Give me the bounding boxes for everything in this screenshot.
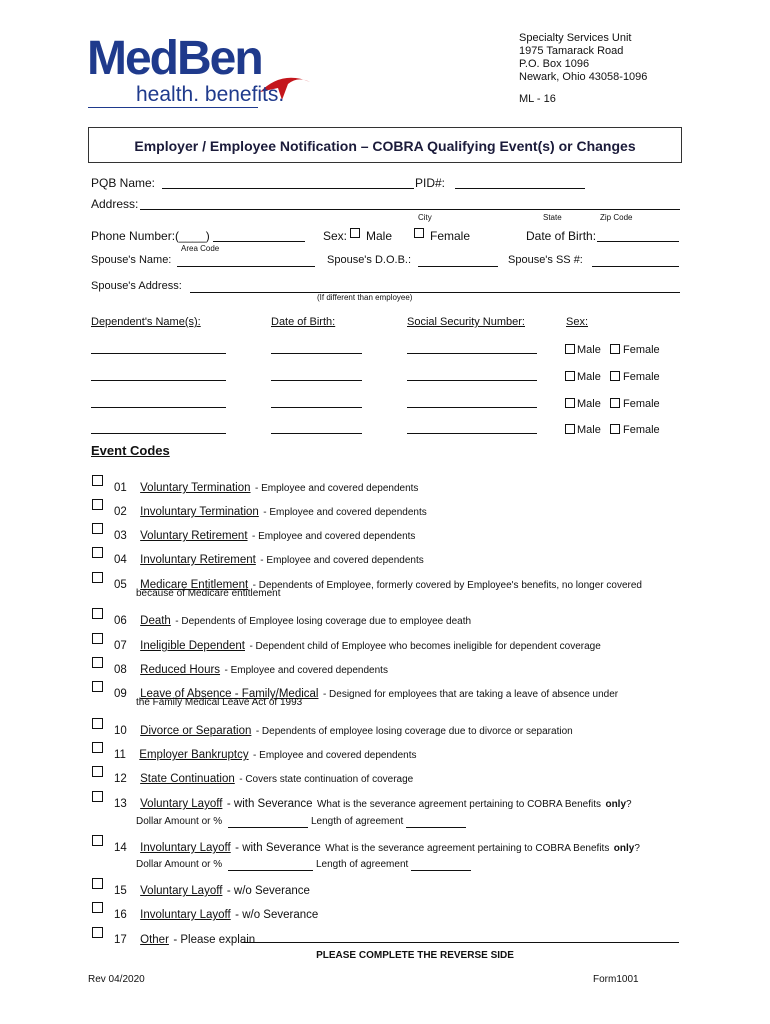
event-description: - Dependents of Employee losing coverage due to employee death xyxy=(175,616,472,627)
dependent-male-checkbox[interactable] xyxy=(565,424,575,434)
dependent-name-header: Dependent's Name(s): xyxy=(91,316,201,328)
severance-question: What is the severance agreement pertaining to COBRA Benefits xyxy=(316,799,602,810)
event-checkbox[interactable] xyxy=(92,927,103,938)
event-item xyxy=(114,905,318,923)
dollar-amount-label: Dollar Amount or % xyxy=(136,859,223,870)
dependent-ssn-header: Social Security Number: xyxy=(407,316,525,328)
zip-caption: Zip Code xyxy=(600,213,633,222)
severance-question: What is the severance agreement pertaining to COBRA Benefits xyxy=(325,843,610,854)
dependent-ssn-field[interactable] xyxy=(407,368,537,381)
event-number: 11 xyxy=(114,749,126,761)
event-number: 01 xyxy=(114,482,127,494)
event-checkbox[interactable] xyxy=(92,608,103,619)
sex-label: Sex: xyxy=(323,229,348,243)
event-checkbox[interactable] xyxy=(92,766,103,777)
title-box xyxy=(88,127,682,163)
event-item xyxy=(114,881,310,899)
dollar-amount-field[interactable] xyxy=(228,859,313,871)
event-name: Reduced Hours xyxy=(140,664,221,676)
severance-qmark: ? xyxy=(626,799,632,810)
event-item xyxy=(114,611,471,629)
dependent-female-label: Female xyxy=(623,398,660,410)
event-description: - Please explain xyxy=(173,934,256,946)
event-number: 14 xyxy=(114,842,127,854)
event-checkbox[interactable] xyxy=(92,835,103,846)
event-description-cont: the Family Medical Leave Act of 1993 xyxy=(136,697,303,708)
event-number: 03 xyxy=(114,530,127,542)
spouse-dob-field[interactable] xyxy=(418,254,498,267)
dependent-male-checkbox[interactable] xyxy=(565,371,575,381)
event-description: - Covers state continuation of coverage xyxy=(239,774,414,785)
event-number: 13 xyxy=(114,798,127,810)
severance-only: only xyxy=(605,799,627,810)
address-line: Newark, Ohio 43058-1096 xyxy=(519,71,648,83)
address-line: P.O. Box 1096 xyxy=(519,58,590,70)
event-number: 16 xyxy=(114,909,127,921)
event-description: - w/o Severance xyxy=(226,885,310,897)
dob-label: Date of Birth: xyxy=(526,229,597,243)
spouse-name-field[interactable] xyxy=(177,254,315,267)
event-checkbox[interactable] xyxy=(92,547,103,558)
event-number: 08 xyxy=(114,664,127,676)
dependent-dob-field[interactable] xyxy=(271,421,362,434)
event-number: 05 xyxy=(114,579,127,591)
event-description: - Employee and covered dependents xyxy=(263,507,427,518)
pid-field[interactable] xyxy=(455,176,585,189)
spouse-ss-field[interactable] xyxy=(592,254,679,267)
dependent-ssn-field[interactable] xyxy=(407,395,537,408)
male-checkbox[interactable] xyxy=(350,228,360,238)
event-checkbox[interactable] xyxy=(92,499,103,510)
dependent-ssn-field[interactable] xyxy=(407,421,537,434)
dependent-name-field[interactable] xyxy=(91,421,226,434)
dependent-sex-header: Sex: xyxy=(566,316,589,328)
event-number: 06 xyxy=(114,615,127,627)
event-description: - Employee and covered dependents xyxy=(251,531,416,542)
pqb-name-label: PQB Name: xyxy=(91,176,156,190)
event-item xyxy=(114,930,255,948)
event-name: Involuntary Layoff xyxy=(140,909,231,921)
pid-label: PID#: xyxy=(415,176,446,190)
dependent-male-label: Male xyxy=(577,344,601,356)
event-item xyxy=(114,745,417,763)
event-checkbox[interactable] xyxy=(92,791,103,802)
dollar-amount-field[interactable] xyxy=(228,816,308,828)
event-description: - Dependents of Employee, formerly covered by Employee's benefits, no longer covered xyxy=(252,580,642,591)
event-item xyxy=(114,838,640,856)
event-checkbox[interactable] xyxy=(92,878,103,889)
pqb-name-field[interactable] xyxy=(162,176,414,189)
female-checkbox[interactable] xyxy=(414,228,424,238)
event-number: 10 xyxy=(114,725,127,737)
event-codes-heading: Event Codes xyxy=(91,443,170,458)
area-code-caption: Area Code xyxy=(181,244,220,253)
event-number: 07 xyxy=(114,640,127,652)
event-item xyxy=(114,502,427,520)
event-checkbox[interactable] xyxy=(92,718,103,729)
if-different-caption: (If different than employee) xyxy=(317,293,413,302)
dependent-male-label: Male xyxy=(577,371,601,383)
dependent-female-checkbox[interactable] xyxy=(610,371,620,381)
dependent-female-label: Female xyxy=(623,344,660,356)
event-description: - with Severance xyxy=(226,798,313,810)
dependent-dob-field[interactable] xyxy=(271,341,362,354)
event-name: Medicare Entitlement xyxy=(140,579,249,591)
dependent-male-checkbox[interactable] xyxy=(565,344,575,354)
address-line: 1975 Tamarack Road xyxy=(519,45,624,57)
logo-wordmark: MedBen xyxy=(87,32,262,85)
event-description: - Employee and covered dependents xyxy=(260,555,424,566)
spouse-name-label: Spouse's Name: xyxy=(91,254,172,266)
dependent-male-label: Male xyxy=(577,424,601,436)
dollar-amount-label: Dollar Amount or % xyxy=(136,816,223,827)
dependent-female-checkbox[interactable] xyxy=(610,424,620,434)
event-checkbox[interactable] xyxy=(92,523,103,534)
event-item xyxy=(114,526,415,544)
event-number: 09 xyxy=(114,688,127,700)
dependent-female-checkbox[interactable] xyxy=(610,398,620,408)
event-item xyxy=(114,660,388,678)
event-name: Involuntary Termination xyxy=(140,506,259,518)
dependent-male-checkbox[interactable] xyxy=(565,398,575,408)
event-description: - Dependent child of Employee who becomes ineligible for dependent coverage xyxy=(249,641,601,652)
address-line: Specialty Services Unit xyxy=(519,32,632,44)
event-name: Involuntary Layoff xyxy=(140,842,231,854)
event-description: - with Severance xyxy=(235,842,321,854)
event-description: - Employee and covered dependents xyxy=(253,750,417,761)
event-name: Voluntary Layoff xyxy=(140,885,223,897)
event-description: - Dependents of employee losing coverage due to divorce or separation xyxy=(255,726,573,737)
event-name: Ineligible Dependent xyxy=(140,640,245,652)
revision-date: Rev 04/2020 xyxy=(88,974,145,985)
address-field[interactable] xyxy=(140,197,680,210)
event-item xyxy=(114,478,418,496)
dependent-dob-header: Date of Birth: xyxy=(271,316,336,328)
event-name: Involuntary Retirement xyxy=(140,554,256,566)
severance-only: only xyxy=(613,843,635,854)
event-checkbox[interactable] xyxy=(92,681,103,692)
logo-underline xyxy=(88,107,258,108)
event-name: Leave of Absence - Family/Medical xyxy=(140,688,319,700)
city-caption: City xyxy=(418,213,432,222)
dependent-dob-field[interactable] xyxy=(271,395,362,408)
event-description: - w/o Severance xyxy=(235,909,319,921)
event-item xyxy=(114,636,601,654)
logo-tagline: health. benefits. xyxy=(136,83,285,106)
event-name: State Continuation xyxy=(140,773,235,785)
length-agreement-field[interactable] xyxy=(411,859,471,871)
dependent-name-field[interactable] xyxy=(91,395,226,408)
event-checkbox[interactable] xyxy=(92,475,103,486)
event-number: 02 xyxy=(114,506,127,518)
length-agreement-label: Length of agreement xyxy=(316,859,409,870)
dependent-ssn-field[interactable] xyxy=(407,341,537,354)
event-item xyxy=(114,769,413,787)
event-name: Divorce or Separation xyxy=(140,725,252,737)
event-name: Voluntary Layoff xyxy=(140,798,223,810)
state-caption: State xyxy=(543,213,562,222)
severance-qmark: ? xyxy=(634,843,640,854)
female-label: Female xyxy=(430,229,471,243)
male-label: Male xyxy=(366,229,393,243)
event-name: Other xyxy=(140,934,169,946)
event-item xyxy=(114,721,573,739)
event-checkbox[interactable] xyxy=(92,902,103,913)
event-checkbox[interactable] xyxy=(92,742,103,753)
spouse-dob-label: Spouse's D.O.B.: xyxy=(327,254,412,266)
event-checkbox[interactable] xyxy=(92,572,103,583)
length-agreement-label: Length of agreement xyxy=(311,816,404,827)
dob-field[interactable] xyxy=(597,229,679,242)
event-description-cont: because of Medicare entitlement xyxy=(136,588,281,599)
event-checkbox[interactable] xyxy=(92,657,103,668)
dependent-female-checkbox[interactable] xyxy=(610,344,620,354)
event-description: - Employee and covered dependents xyxy=(254,483,419,494)
event-name: Voluntary Retirement xyxy=(140,530,248,542)
reverse-side-note: PLEASE COMPLETE THE REVERSE SIDE xyxy=(316,950,514,961)
event-name: Death xyxy=(140,615,171,627)
event-number: 04 xyxy=(114,554,127,566)
event-name: Employer Bankruptcy xyxy=(139,749,249,761)
event-name: Voluntary Termination xyxy=(140,482,251,494)
spouse-address-field[interactable] xyxy=(190,280,680,293)
event-description: - Designed for employees that are taking a leave of absence under xyxy=(322,689,619,700)
dependent-female-label: Female xyxy=(623,424,660,436)
spouse-address-label: Spouse's Address: xyxy=(91,280,182,292)
form-code: ML - 16 xyxy=(519,93,556,105)
dependent-dob-field[interactable] xyxy=(271,368,362,381)
mailing-address xyxy=(519,32,647,84)
address-label: Address: xyxy=(91,197,139,211)
phone-field[interactable] xyxy=(213,229,305,242)
event-item xyxy=(114,550,424,568)
dependent-female-label: Female xyxy=(623,371,660,383)
event-number: 17 xyxy=(114,934,127,946)
event-checkbox[interactable] xyxy=(92,633,103,644)
length-agreement-field[interactable] xyxy=(406,816,466,828)
other-explain-field[interactable] xyxy=(242,930,679,943)
event-number: 15 xyxy=(114,885,127,897)
event-description: - Employee and covered dependents xyxy=(224,665,388,676)
dependent-male-label: Male xyxy=(577,398,601,410)
spouse-ss-label: Spouse's SS #: xyxy=(508,254,583,266)
form-title: Employer / Employee Notification – COBRA Qualifying Event(s) or Changes xyxy=(134,138,636,154)
form-number: Form1001 xyxy=(593,974,639,985)
phone-label: Phone Number:(____) xyxy=(91,229,210,243)
event-number: 12 xyxy=(114,773,127,785)
dependent-name-field[interactable] xyxy=(91,368,226,381)
event-item xyxy=(114,794,632,812)
dependent-name-field[interactable] xyxy=(91,341,226,354)
